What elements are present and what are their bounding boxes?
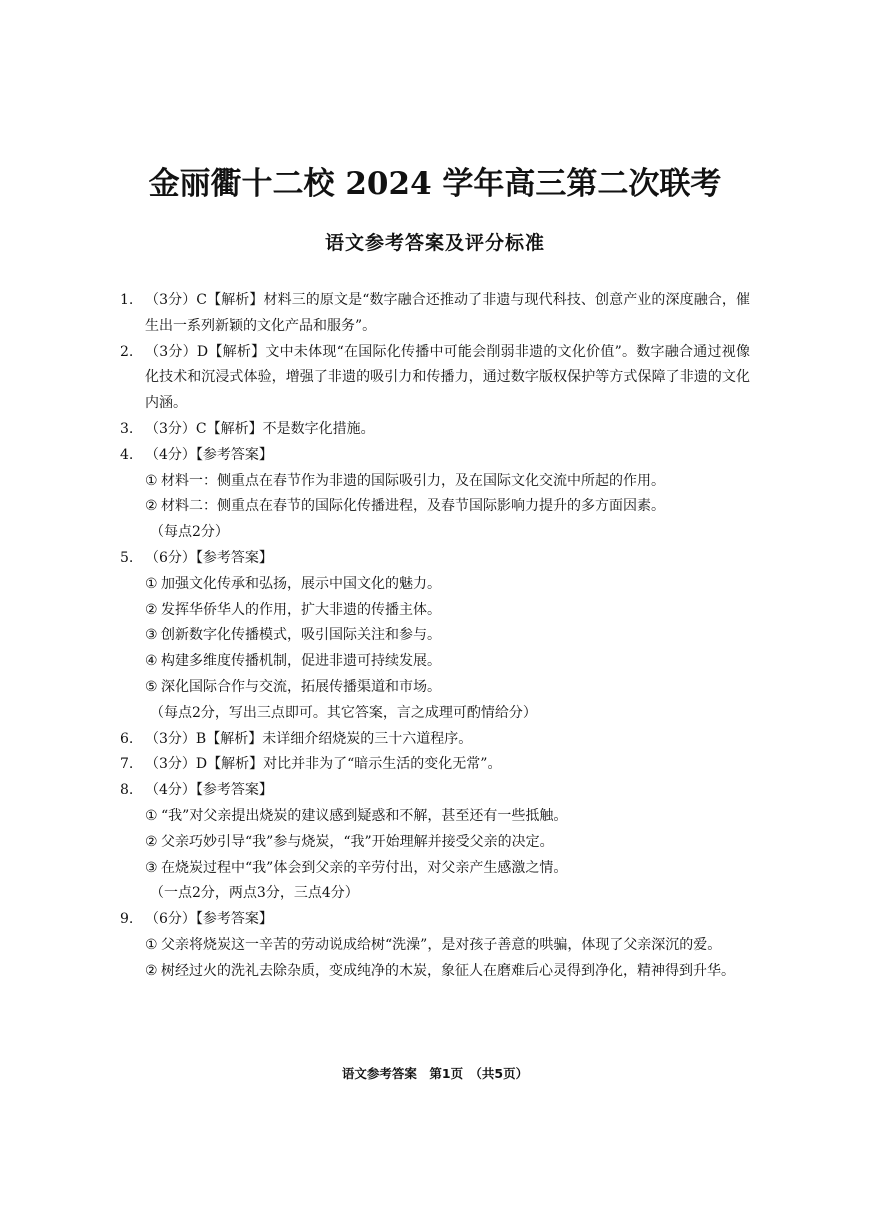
answer-6 [120,727,750,753]
answer-text: （3分）D【解析】对比并非为了“暗示生活的变化无常”。 [145,756,502,773]
point-marker: ③ [145,859,158,876]
answer-point [145,830,750,856]
answer-2 [120,340,750,417]
point-text: 材料二：侧重点在春节的国际化传播进程，及春节国际影响力提升的多方面因素。 [161,498,665,515]
answer-point [145,494,750,520]
point-text: 在烧炭过程中“我”体会到父亲的辛劳付出，对父亲产生感激之情。 [161,859,568,876]
point-marker: ① [145,575,158,592]
point-marker: ④ [145,653,158,670]
point-text: 创新数字化传播模式，吸引国际关注和参与。 [161,627,441,644]
answer-number: 2. [120,343,134,360]
answer-text: （3分）D【解析】文中未体现“在国际化传播中可能会削弱非遗的文化价值”。数字融合通过视像化技术和沉浸式体验，增强了非遗的吸引力和传播力，通过数字版权保护等方式保障了非遗的文化内涵。 [145,343,750,412]
answer-point [145,933,750,959]
answer-point [145,856,750,882]
answer-point [145,623,750,649]
point-text: 发挥华侨华人的作用，扩大非遗的传播主体。 [161,601,441,618]
point-marker: ③ [145,627,158,644]
answer-number: 3. [120,420,134,437]
answer-point [145,675,750,701]
answer-5 [120,546,750,727]
answer-7 [120,752,750,778]
answer-3 [120,417,750,443]
document-title: 金丽衢十二校 2024 学年高三第二次联考 [148,166,722,202]
answer-number: 8. [120,782,134,799]
point-text: “我”对父亲提出烧炭的建议感到疑惑和不解，甚至还有一些抵触。 [161,807,568,824]
point-marker: ⑤ [145,678,158,695]
answer-list [120,288,750,985]
point-marker: ② [145,962,158,979]
answer-number: 5. [120,549,134,566]
answer-number: 9. [120,911,134,928]
point-text: 父亲巧妙引导“我”参与烧炭，“我”开始理解并接受父亲的决定。 [161,833,554,850]
answer-point [145,649,750,675]
answer-text: （6分）【参考答案】 [145,911,273,928]
answer-point [145,959,750,985]
answer-number: 4. [120,446,134,463]
point-text: 材料一：侧重点在春节作为非遗的国际吸引力，及在国际文化交流中所起的作用。 [161,472,665,489]
answer-point [145,469,750,495]
document-subtitle: 语文参考答案及评分标准 [324,232,545,254]
answer-text: （3分）C【解析】不是数字化措施。 [145,420,375,437]
answer-8 [120,778,750,907]
scoring-note: （一点2分，两点3分，三点4分） [150,885,359,902]
point-marker: ① [145,936,158,953]
answer-text: （3分）B【解析】未详细介绍烧炭的三十六道程序。 [145,730,473,747]
answer-point [145,572,750,598]
point-marker: ① [145,472,158,489]
answer-9 [120,907,750,984]
point-marker: ② [145,833,158,850]
answer-text: （4分）【参考答案】 [145,782,273,799]
answer-point [145,598,750,624]
answer-point [145,804,750,830]
point-text: 深化国际合作与交流，拓展传播渠道和市场。 [161,678,441,695]
answer-number: 6. [120,730,134,747]
point-text: 树经过火的洗礼去除杂质，变成纯净的木炭，象征人在磨难后心灵得到净化，精神得到升华。 [161,962,735,979]
page-footer: 语文参考答案 第1页 （共5页） [341,1066,529,1081]
point-marker: ② [145,601,158,618]
scoring-note: （每点2分，写出三点即可。其它答案，言之成理可酌情给分） [150,704,537,721]
point-text: 加强文化传承和弘扬，展示中国文化的魅力。 [161,575,441,592]
point-text: 父亲将烧炭这一辛苦的劳动说成给树“洗澡”，是对孩子善意的哄骗，体现了父亲深沉的爱。 [161,936,722,953]
answer-text: （4分）【参考答案】 [145,446,273,463]
answer-1 [120,288,750,340]
answer-text: （3分）C【解析】材料三的原文是“数字融合还推动了非遗与现代科技、创意产业的深度融合，催生出一系列新颖的文化产品和服务”。 [145,292,750,334]
answer-4 [120,443,750,546]
point-text: 构建多维度传播机制，促进非遗可持续发展。 [161,653,441,670]
answer-text: （6分）【参考答案】 [145,549,273,566]
point-marker: ① [145,807,158,824]
scoring-note: （每点2分） [150,524,229,541]
answer-number: 1. [120,292,134,308]
point-marker: ② [145,498,158,515]
answer-number: 7. [120,756,134,773]
